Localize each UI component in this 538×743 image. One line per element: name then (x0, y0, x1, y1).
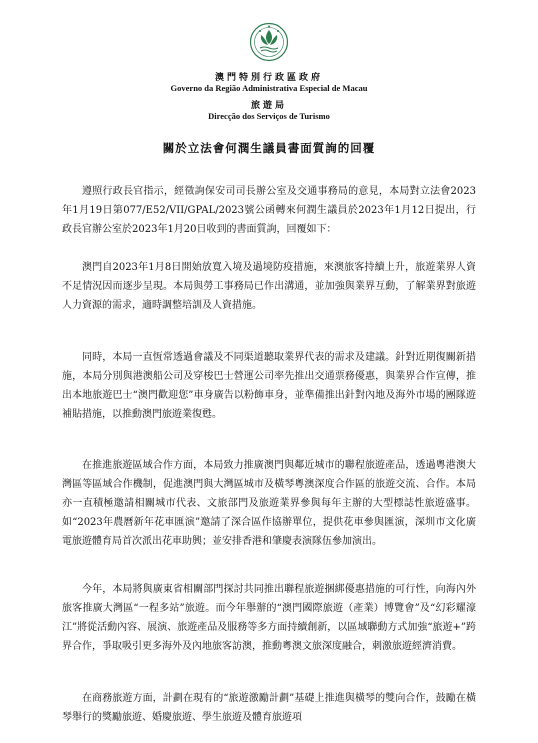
body-paragraph (62, 258, 476, 315)
government-name-chinese: 澳門特別行政區政府 (214, 72, 323, 82)
body-paragraph (62, 182, 476, 239)
paragraph-text: 同時，本局一直恆常透過會議及不同渠道聽取業界代表的需求及建議。針對近期復關新措施，本局分別與港澳船公司及穿梭巴士營運公司率先推出交通票務優惠，與業界合作宣傳，推出本地旅遊巴士“澳門歡迎您”車身廣告以粉飾車身，並準備推出針對內地及海外市場的團隊遊補貼措施，以推動澳門旅遊業復甦。 (62, 352, 476, 420)
government-name-portuguese: Governo da Região Administrativa Especial de Macau (170, 83, 368, 93)
body-paragraph (62, 689, 476, 727)
macau-emblem-icon (248, 22, 290, 62)
body-paragraph (62, 580, 476, 656)
paragraph-text: 在推進旅遊區域合作方面，本局致力推廣澳門與鄰近城市的聯程旅遊產品，透過粵港澳大灣區等區域合作機制，促進澳門與大灣區城市及橫琴粵澳深度合作區的旅遊交流、合作。本局亦一直積極邀請相關城市代表、文旅部門及旅遊業界參與每年主辦的大型標誌性旅遊盛事。如“2023年農曆新年花車匯演”邀請了深合區作協辦單位，提供花車參與匯演，深圳市文化廣電旅遊體育局首次派出花車助興；並安排香港和肇慶表演隊伍參加演出。 (62, 460, 476, 547)
paragraph-text: 在商務旅遊方面，計劃在現有的“旅遊激勵計劃”基礎上推進與橫琴的雙向合作，鼓勵在橫琴舉行的獎勵旅遊、婚慶旅遊、學生旅遊及體育旅遊項 (62, 693, 476, 723)
paragraph-text: 遵照行政長官指示，經徵詢保安司司長辦公室及交通事務局的意見，本局對立法會2023年1月19日第077/E52/VII/GPAL/2023號公函轉來何潤生議員於2023年1月12日提出，行政長官辦公室於2023年1月20日收到的書面質詢，回覆如下： (62, 186, 476, 235)
paragraph-text: 今年，本局將與廣東省相關部門探討共同推出聯程旅遊捆綁優惠措施的可行性，向海內外旅客推廣大灣區“一程多站”旅遊。而今年舉辦的“澳門國際旅遊（產業）博覽會”及“幻彩耀濠江”將從活動內容、展演、旅遊產品及服務等多方面持續創新，以區域聯動方式加強“旅遊+”跨界合作，爭取吸引更多海外及內地旅客訪澳，推動粵澳文旅深度融合，刺激旅遊經濟消費。 (62, 584, 476, 652)
department-name-chinese: 旅遊局 (250, 100, 287, 110)
body-paragraph (62, 456, 476, 551)
body-paragraph (62, 348, 476, 424)
department-name-portuguese: Direcção dos Serviços de Turismo (208, 111, 330, 121)
paragraph-text: 澳門自2023年1月8日開始放寬入境及過境防疫措施，來澳旅客持續上升，旅遊業界人資不足情況因而逐步呈現。本局與勞工事務局已作出溝通，並加強與業界互動，了解業界對旅遊人力資源的需求，適時調整培訓及人資措施。 (62, 262, 476, 311)
document-title: 關於立法會何潤生議員書面質詢的回覆 (162, 141, 376, 155)
